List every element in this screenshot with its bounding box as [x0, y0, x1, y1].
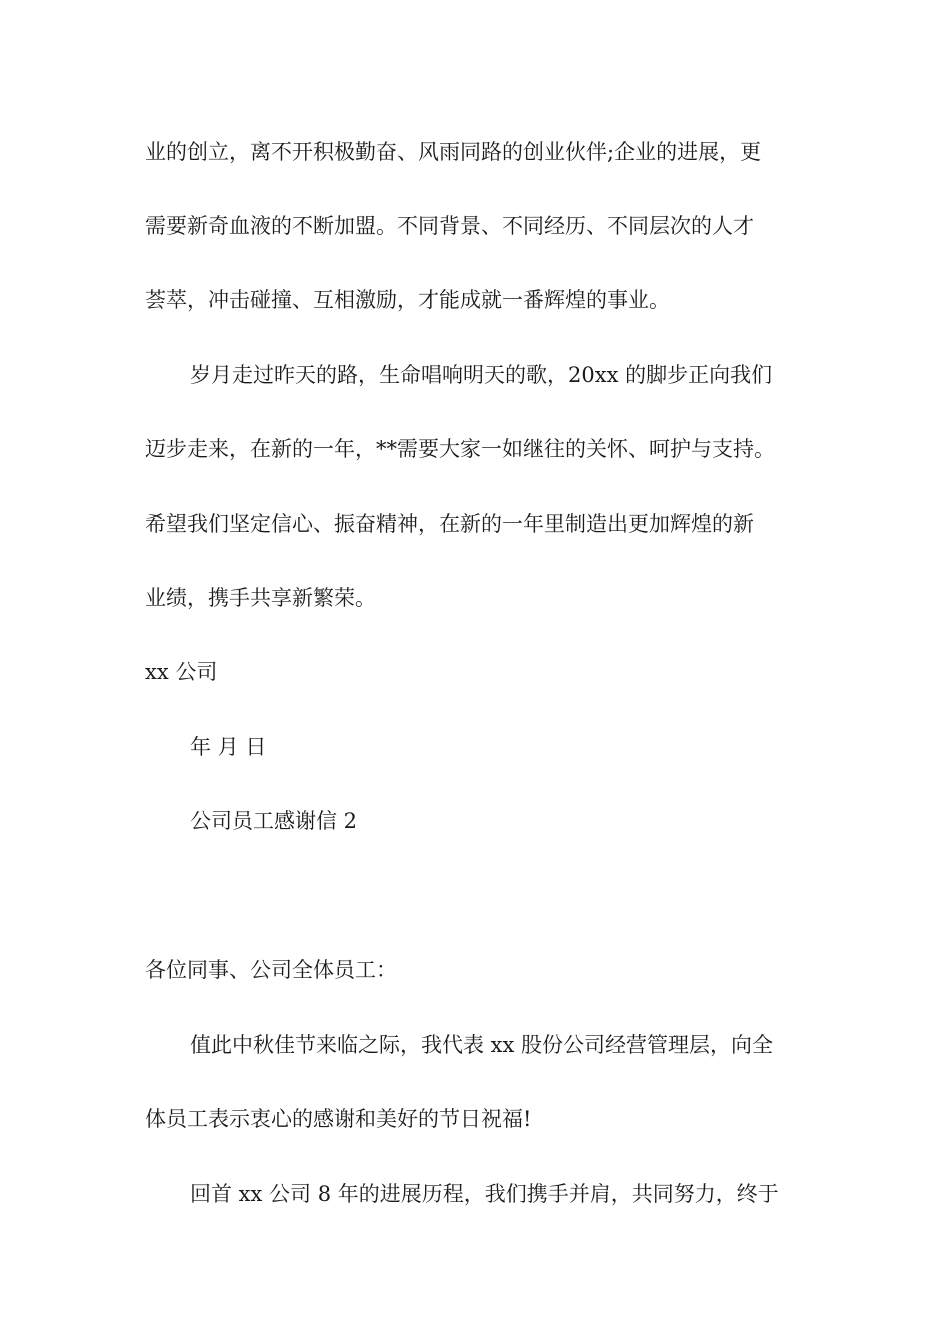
- paragraph-line: 业的创立，离不开积极勤奋、风雨同路的创业伙伴;企业的进展，更: [145, 140, 762, 164]
- paragraph-line: 业绩，携手共享新繁荣。: [145, 586, 376, 610]
- paragraph-line: 荟萃，冲击碰撞、互相激励，才能成就一番辉煌的事业。: [145, 288, 670, 312]
- paragraph-line: 岁月走过昨天的路，生命唱响明天的歌，20xx 的脚步正向我们: [190, 363, 773, 387]
- signature-date: 年 月 日: [190, 735, 267, 759]
- paragraph-line: 值此中秋佳节来临之际，我代表 xx 股份公司经营管理层，向全: [190, 1033, 774, 1057]
- paragraph-line: 希望我们坚定信心、振奋精神，在新的一年里制造出更加辉煌的新: [145, 512, 754, 536]
- paragraph-line: 需要新奇血液的不断加盟。不同背景、不同经历、不同层次的人才: [145, 214, 754, 238]
- paragraph-line: 回首 xx 公司 8 年的进展历程，我们携手并肩，共同努力，终于: [190, 1182, 779, 1206]
- salutation: 各位同事、公司全体员工：: [145, 958, 397, 982]
- letter-title: 公司员工感谢信 2: [190, 809, 358, 833]
- signature-company: xx 公司: [145, 660, 218, 684]
- paragraph-line: 体员工表示衷心的感谢和美好的节日祝福!: [145, 1107, 532, 1131]
- paragraph-line: 迈步走来，在新的一年，**需要大家一如继往的关怀、呵护与支持。: [145, 437, 775, 461]
